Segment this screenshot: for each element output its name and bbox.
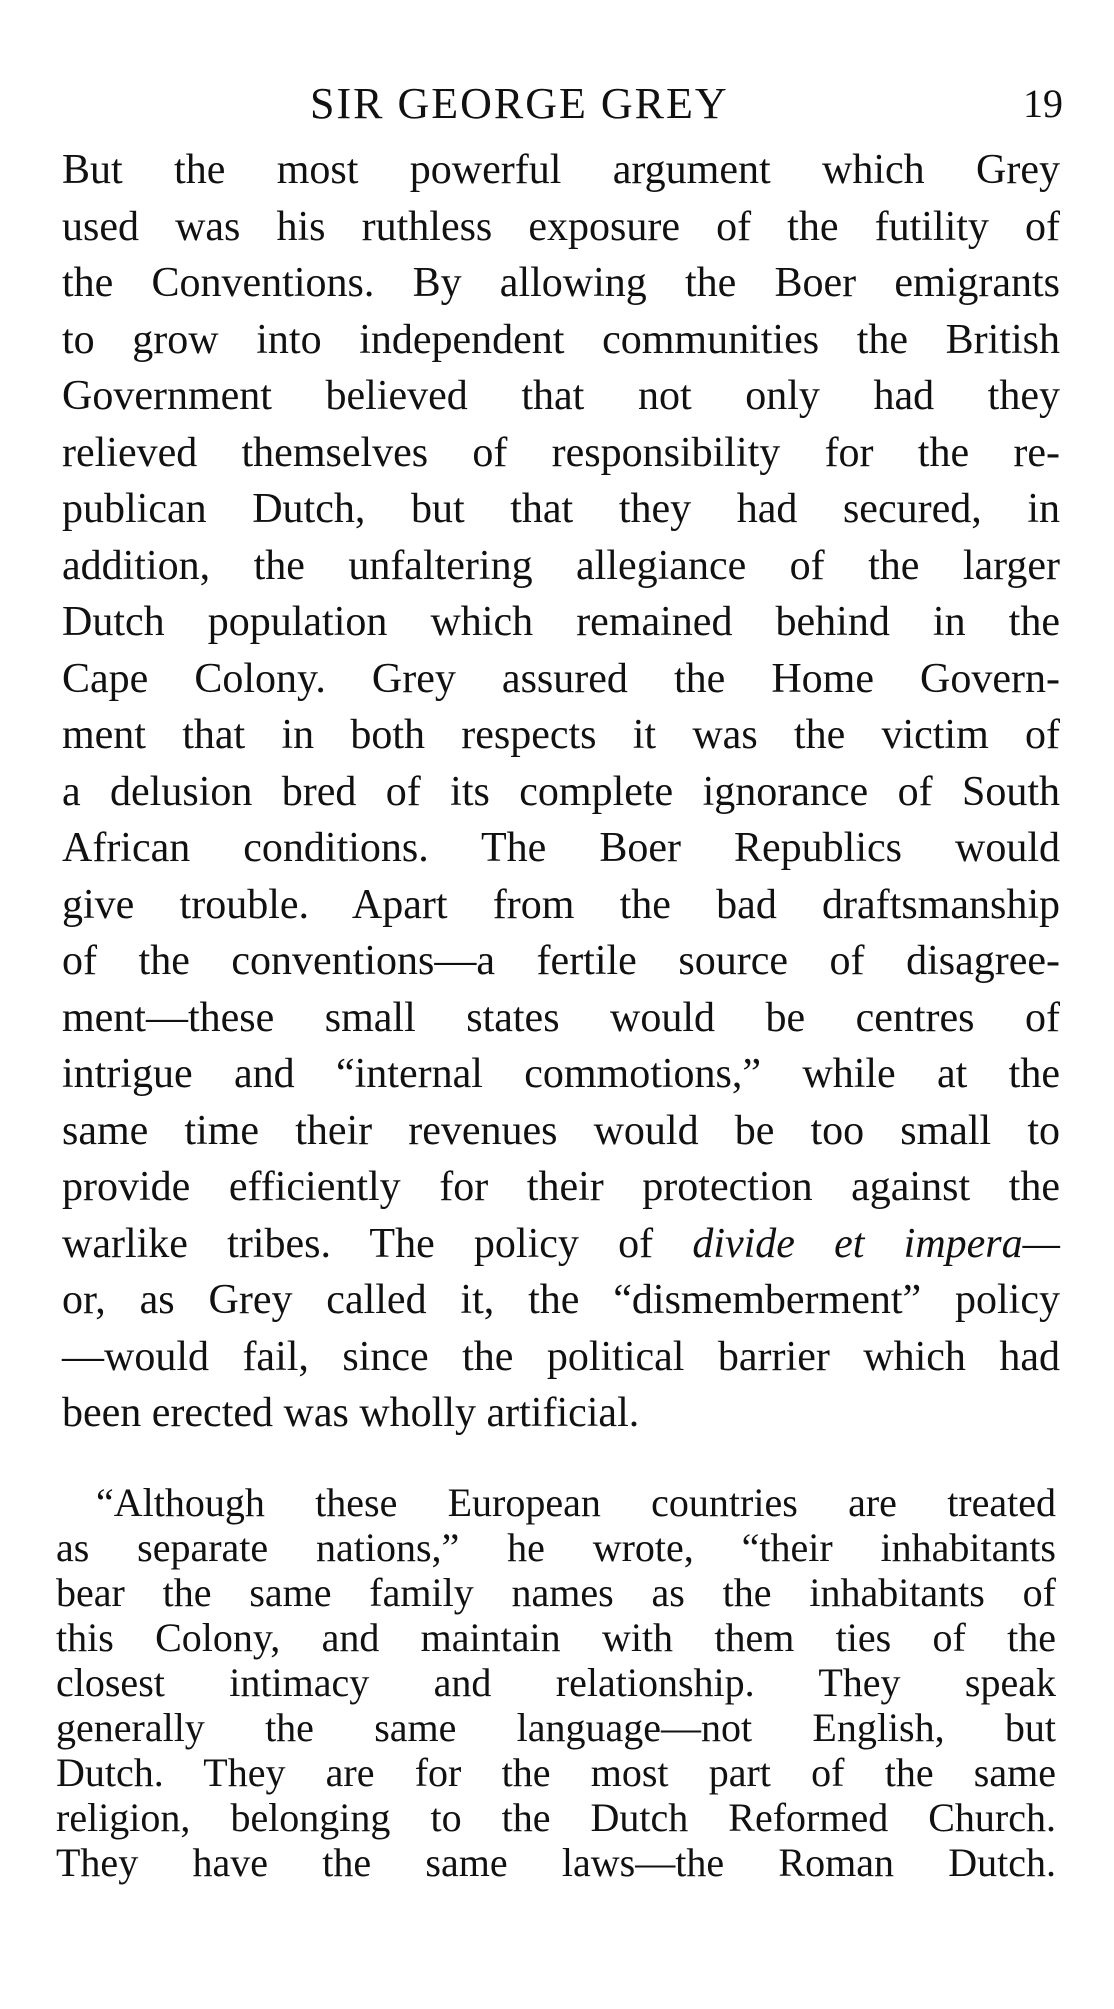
text-line: used was his ruthless exposure of the futility of [62, 203, 1060, 250]
text-line: same time their revenues would be too small to [62, 1107, 1060, 1154]
text-line: —would fail, since the political barrier which had [62, 1333, 1060, 1380]
block-quote [56, 1480, 1056, 1885]
text-line: of the conventions—a fertile source of disagree- [62, 938, 1060, 984]
text-line: Cape Colony. Grey assured the Home Govern- [62, 655, 1060, 702]
text-line: been erected was wholly artificial. [62, 1390, 640, 1436]
text-line: publican Dutch, but that they had secured, in [62, 486, 1060, 532]
text-line: Government believed that not only had they [62, 373, 1060, 419]
text-line: But the most powerful argument which Grey [62, 147, 1060, 193]
text-line: or, as Grey called it, the “dismemberment” policy [62, 1277, 1060, 1323]
text-line: a delusion bred of its complete ignorance of South [62, 768, 1060, 815]
text-line-with-italic [62, 1216, 1060, 1273]
text-line-start: warlike tribes. The policy of [62, 1220, 654, 1267]
quote-line: They have the same laws—the Roman Dutch. [56, 1840, 1056, 1885]
italic-phrase: divide et impera— [692, 1220, 1060, 1267]
text-line: addition, the unfaltering allegiance of the larger [62, 542, 1060, 589]
quote-line: religion, belonging to the Dutch Reformed Church. [56, 1795, 1056, 1840]
running-head-title: SIR GEORGE GREY [310, 79, 729, 128]
text-line: the Conventions. By allowing the Boer emigrants [62, 260, 1060, 306]
quote-line: closest intimacy and relationship. They speak [56, 1660, 1056, 1705]
text-line: give trouble. Apart from the bad draftsmanship [62, 881, 1060, 928]
quote-line: “Although these European countries are treated [96, 1480, 1056, 1525]
text-line: intrigue and “internal commotions,” while at the [62, 1051, 1060, 1097]
text-line: African conditions. The Boer Republics would [62, 825, 1060, 871]
text-line: ment that in both respects it was the victim of [62, 712, 1060, 758]
text-line: relieved themselves of responsibility for the re- [62, 429, 1060, 476]
quote-line: as separate nations,” he wrote, “their inhabitants [56, 1525, 1056, 1570]
page-number: 19 [1023, 81, 1063, 126]
text-line: provide efficiently for their protection against the [62, 1164, 1060, 1210]
text-line: ment—these small states would be centres of [62, 994, 1060, 1041]
quote-line: generally the same language—not English, but [56, 1705, 1056, 1750]
text-line: Dutch population which remained behind in the [62, 599, 1060, 645]
running-head [60, 74, 1063, 134]
text-line: to grow into independent communities the British [62, 316, 1060, 363]
body-paragraph [62, 142, 1060, 1442]
quote-line: bear the same family names as the inhabitants of [56, 1570, 1056, 1615]
quote-line: Dutch. They are for the most part of the same [56, 1750, 1056, 1795]
quote-line: this Colony, and maintain with them ties of the [56, 1615, 1056, 1660]
